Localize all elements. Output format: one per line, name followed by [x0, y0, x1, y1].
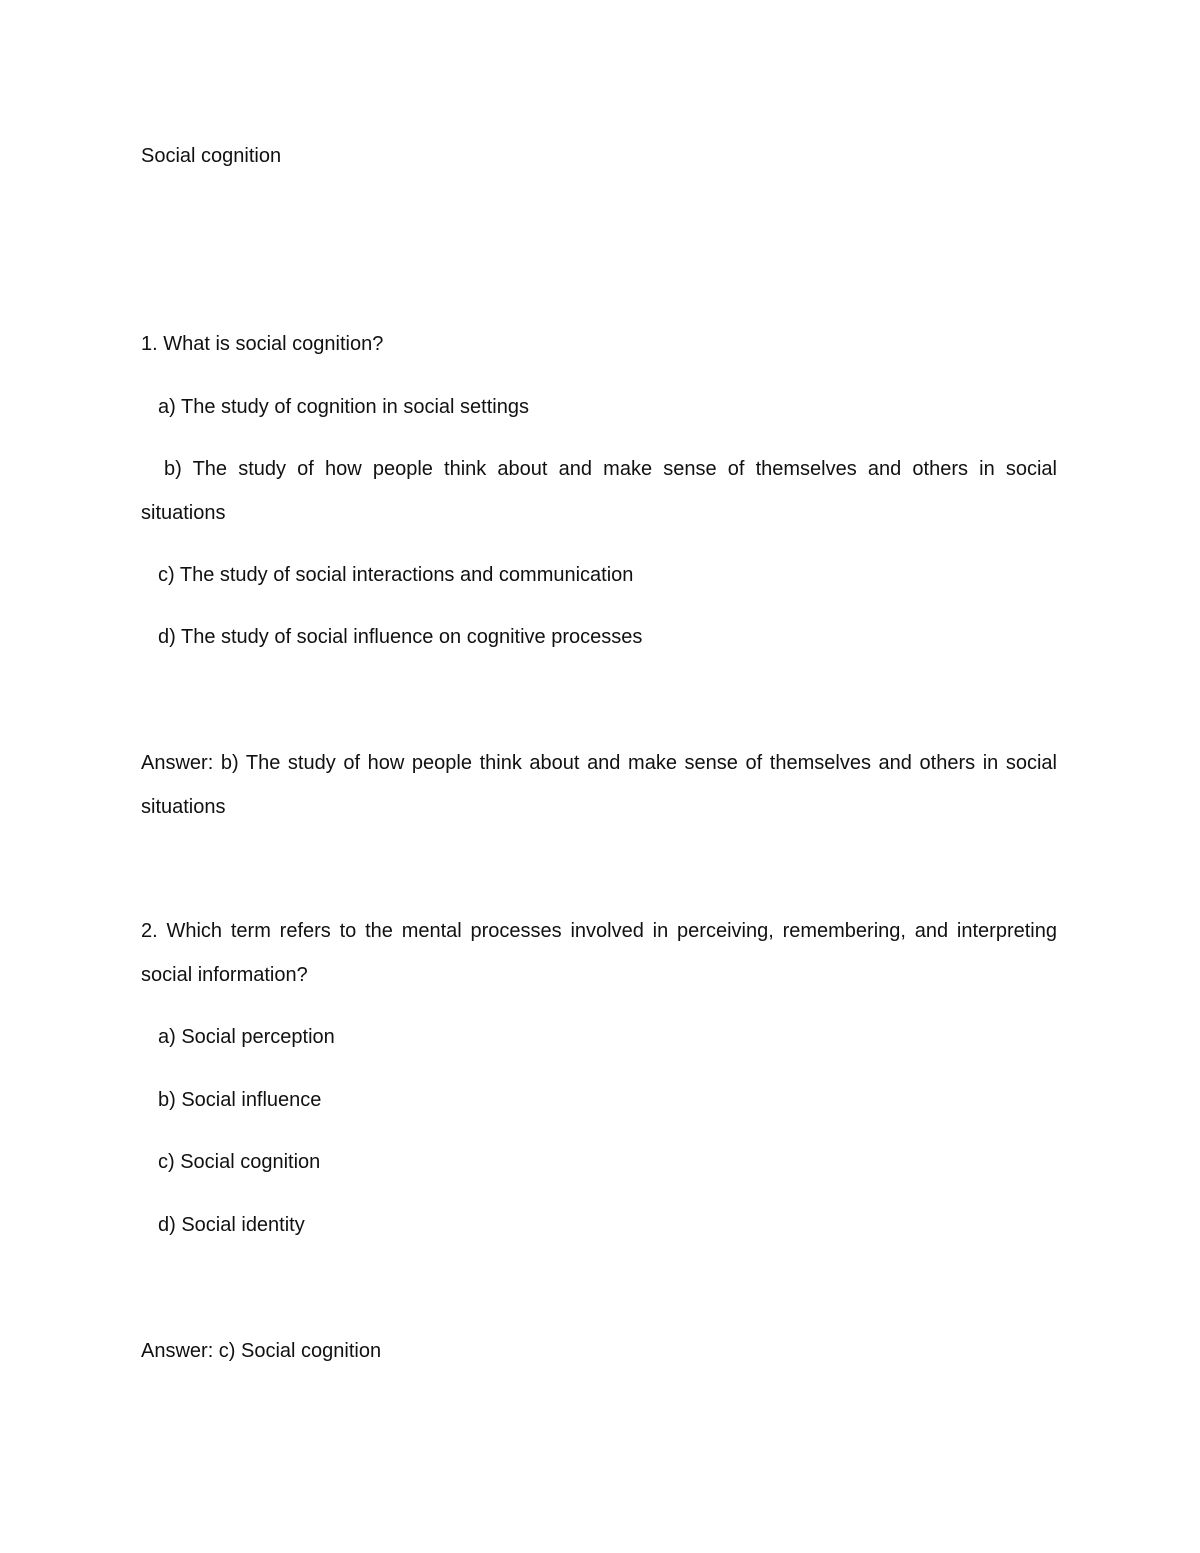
question-2-answer: Answer: c) Social cognition: [141, 1340, 382, 1362]
question-2-option-c: c) Social cognition: [158, 1151, 321, 1173]
document-title: Social cognition: [141, 145, 282, 167]
question-1-option-a: a) The study of cognition in social settings: [158, 396, 529, 418]
question-1-option-b: b) The study of how people think about and make sense of themselves and others in social situations: [141, 458, 1057, 524]
question-2-prompt: 2. Which term refers to the mental processes involved in perceiving, remembering, and interpreting social information?: [141, 920, 1057, 986]
question-1-option-d: d) The study of social influence on cognitive processes: [158, 626, 643, 648]
question-1-option-c: c) The study of social interactions and communication: [158, 564, 634, 586]
question-1-prompt: 1. What is social cognition?: [141, 333, 384, 355]
question-2-option-d: d) Social identity: [158, 1214, 305, 1236]
question-2-option-b: b) Social influence: [158, 1089, 322, 1111]
question-1-answer: Answer: b) The study of how people think about and make sense of themselves and others in social situations: [141, 752, 1057, 818]
question-2-option-a: a) Social perception: [158, 1026, 335, 1048]
